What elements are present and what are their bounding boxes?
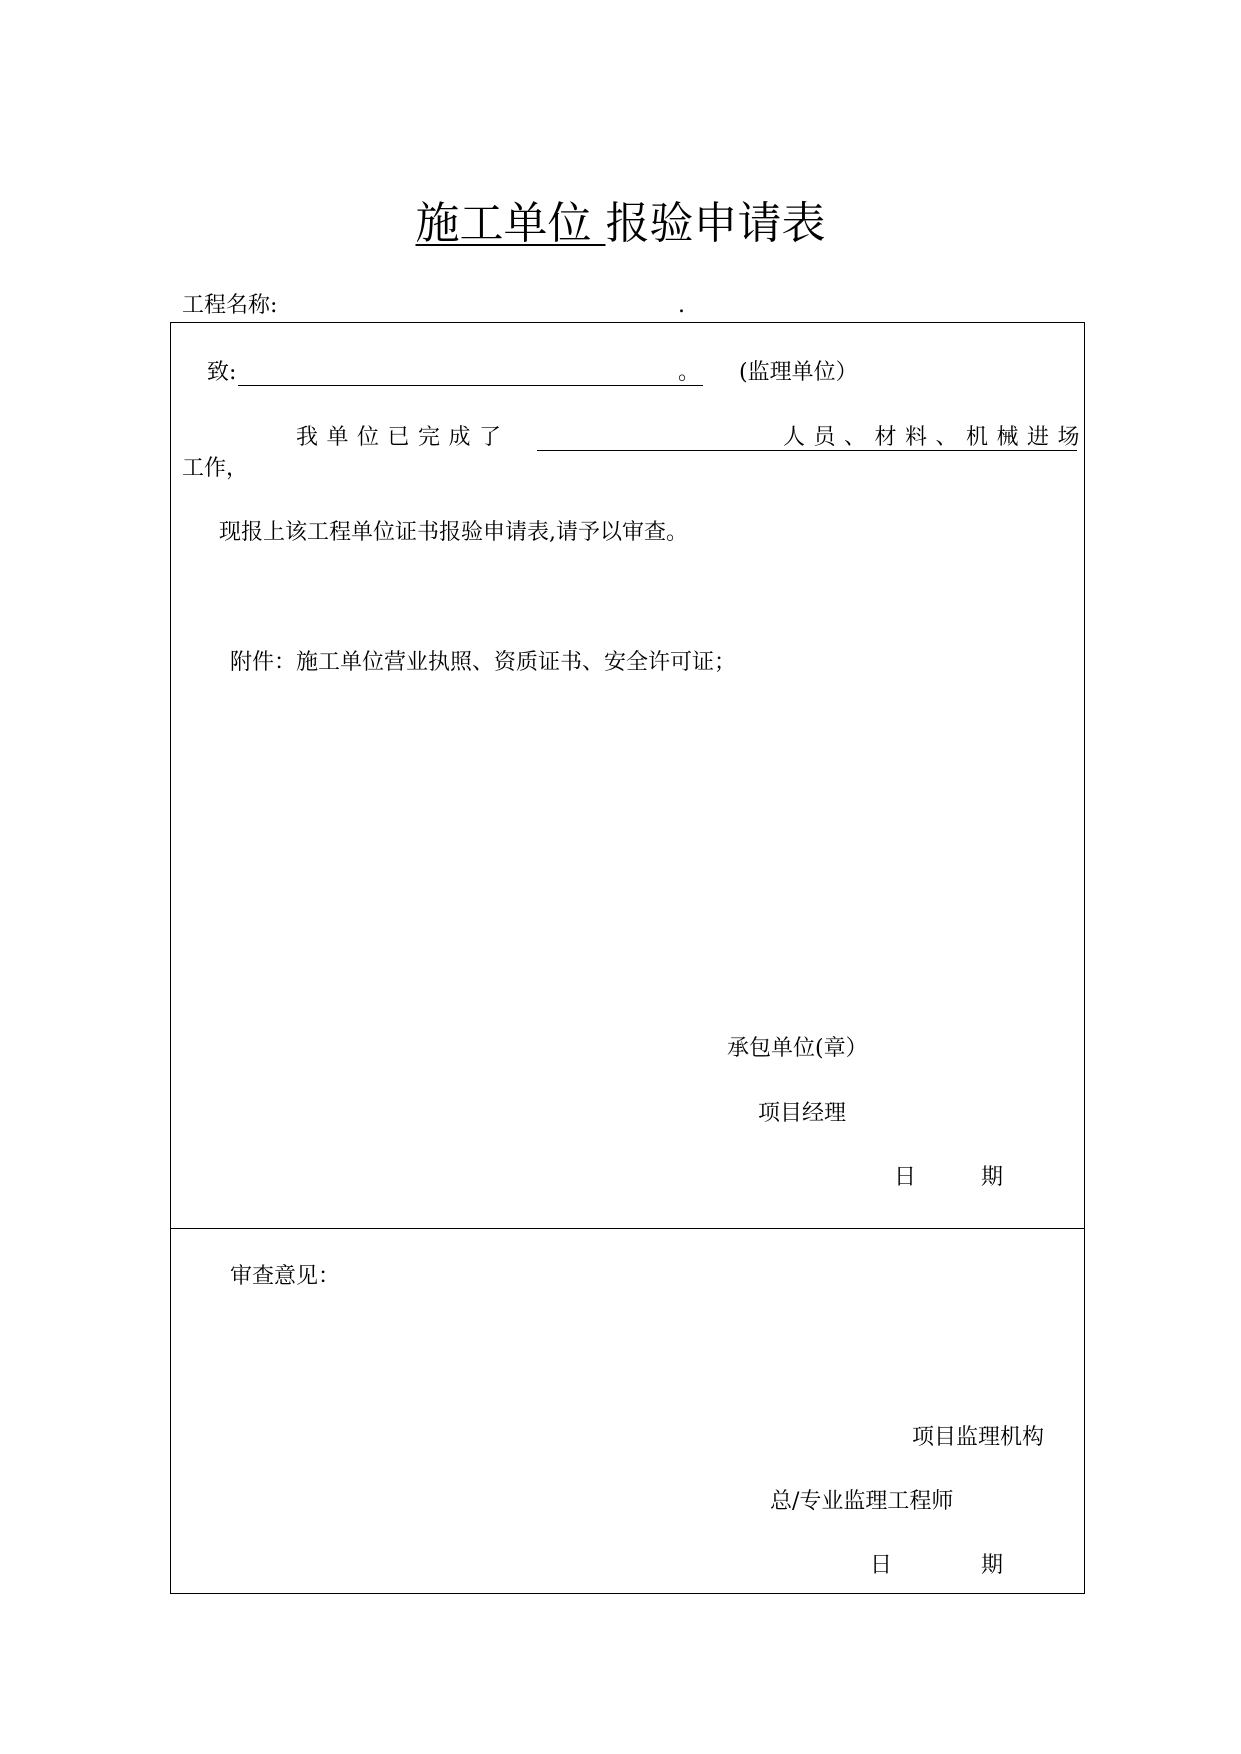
- project-manager-label: 项目经理: [758, 1101, 847, 1126]
- submit-statement: 现报上该工程单位证书报验申请表,请予以审查。: [219, 520, 688, 545]
- supervision-agency-label: 项目监理机构: [912, 1425, 1045, 1450]
- to-blank-line[interactable]: [238, 385, 703, 386]
- completed-label: 我单位已完成了: [296, 425, 510, 450]
- contractor-seal-label: 承包单位(章）: [727, 1036, 868, 1061]
- review-date-label-day: 日: [870, 1553, 893, 1578]
- page-title: [0, 196, 1241, 252]
- project-name-dot: .: [678, 293, 685, 318]
- review-date-label-period: 期: [981, 1553, 1004, 1578]
- title-underlined-gap: [592, 198, 606, 249]
- to-period: 。: [678, 360, 701, 385]
- completed-tail: 工作，: [182, 456, 249, 481]
- form-frame: [170, 322, 1085, 1594]
- title-rest: 报验申请表: [605, 198, 826, 249]
- project-name-label: 工程名称:: [182, 293, 278, 318]
- attachment-list: 附件：施工单位营业执照、资质证书、安全许可证；: [230, 650, 737, 675]
- to-suffix-supervisor: (监理单位）: [739, 360, 858, 385]
- section-divider: [170, 1228, 1085, 1229]
- review-opinion-label: 审查意见：: [230, 1264, 341, 1289]
- date-label-day: 日: [894, 1165, 917, 1190]
- date-label-period: 期: [981, 1165, 1004, 1190]
- title-underlined-part: 施工单位: [415, 198, 592, 249]
- completed-suffix: 人员、材料、机械进场: [783, 425, 1089, 450]
- supervising-engineer-label: 总/专业监理工程师: [770, 1489, 954, 1514]
- to-label: 致:: [207, 360, 237, 385]
